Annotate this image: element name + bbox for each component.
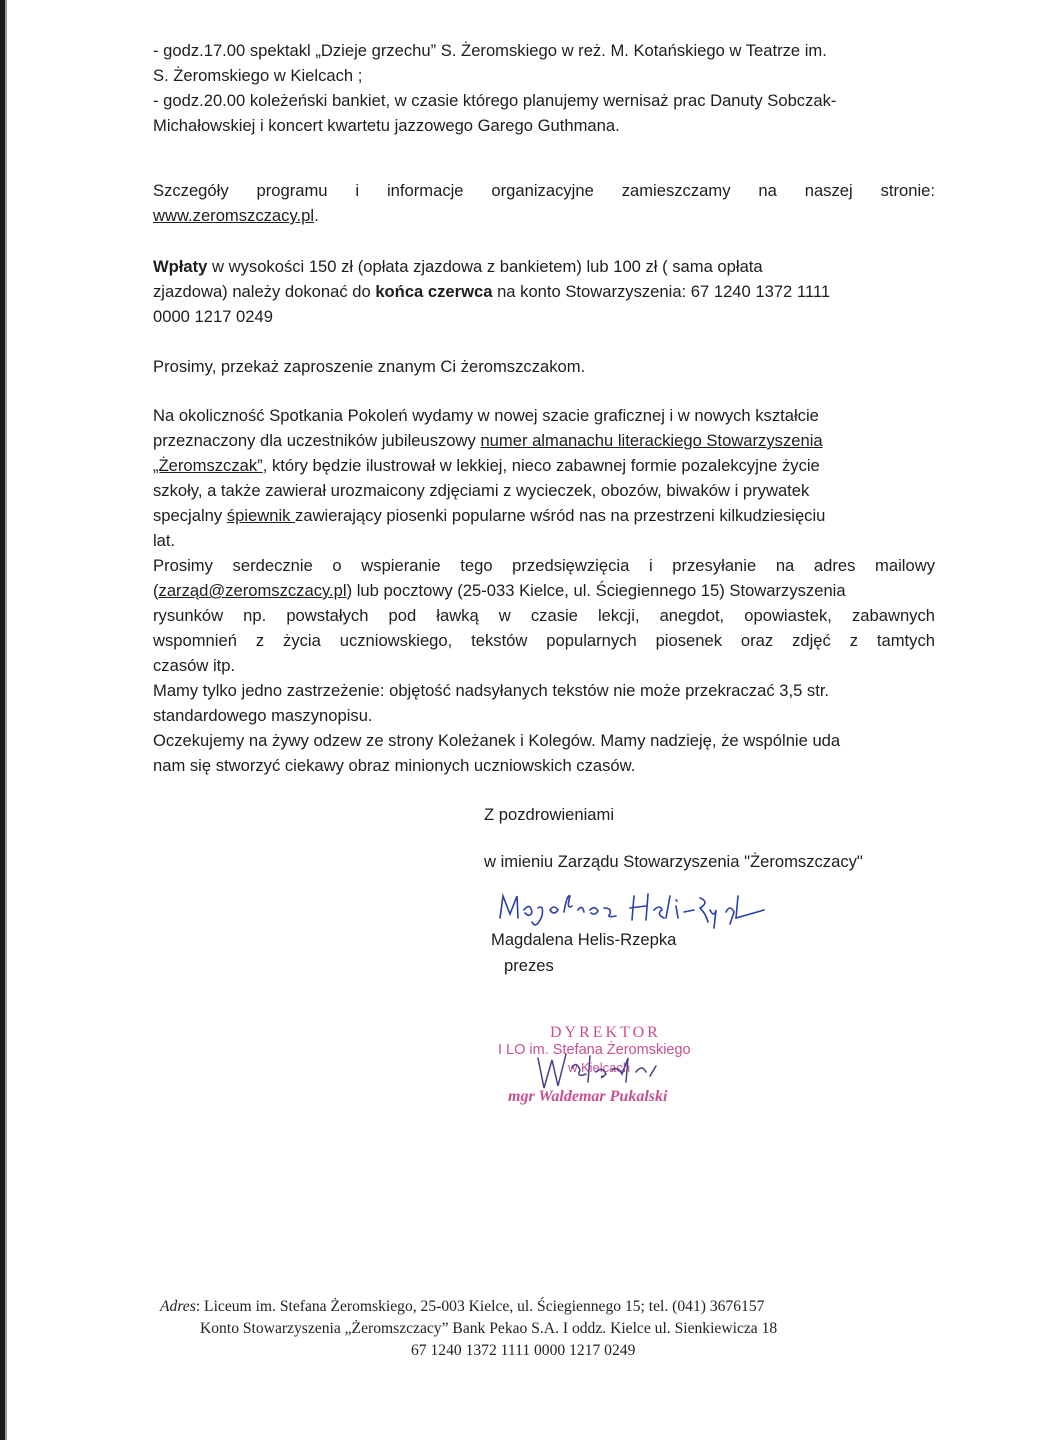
footer-account-number: 67 1240 1372 1111 0000 1217 0249 [411,1342,636,1359]
program-paragraph [153,38,935,138]
almanac-name: „Żeromszczak” [153,456,263,475]
stamp-name: mgr Waldemar Pukalski [508,1088,668,1105]
scan-left-shadow [5,0,7,1440]
payment-line-2: zjazdowa) należy dokonać do końca czerwca na konto Stowarzyszenia: 67 1240 1372 1111 [153,282,831,301]
almanac-line-6: lat. [153,531,176,550]
program-line-3: - godz.20.00 koleżeński bankiet, w czasie którego planujemy wernisaż prac Danuty Sobczak- [153,91,837,110]
almanac-paragraph [153,403,935,778]
handwritten-signature [494,888,784,932]
signatory-role: prezes [504,956,554,975]
payment-line-1: Wpłaty w wysokości 150 zł (opłata zjazdowa z bankietem) lub 100 zł ( sama opłata [153,257,763,276]
details-paragraph [153,178,935,228]
almanac-line-5: specjalny śpiewnik zawierający piosenki popularne wśród nas na przestrzeni kilkudziesięciu [153,506,826,525]
footer-account: Konto Stowarzyszenia „Żeromszczacy” Bank Pekao S.A. I oddz. Kielce ul. Sienkiewicza 18 [200,1320,778,1337]
letter-footer [0,1296,1046,1362]
invite-paragraph [153,354,935,379]
almanac-line-1: Na okoliczność Spotkania Pokoleń wydamy w nowej szacie graficznej i w nowych kształcie [153,406,819,425]
almanac-title-link: numer almanachu literackiego Stowarzyszenia [480,431,823,450]
stamp-title: DYREKTOR [550,1024,661,1041]
almanac-line-12: Mamy tylko jedno zastrzeżenie: objętość nadsyłanych tekstów nie może przekraczać 3,5 str. [153,681,830,700]
almanac-line-3: „Żeromszczak”, który będzie ilustrował w lekkiej, nieco zabawnej formie pozalekcyjne życie [153,456,820,475]
almanac-line-2: przeznaczony dla uczestników jubileuszowy numer almanachu literackiego Stowarzyszenia [153,431,823,450]
program-line-2: S. Żeromskiego w Kielcach ; [153,66,363,85]
stamp-city: w Kielcach [568,1060,631,1075]
signatory-name: Magdalena Helis-Rzepka [491,930,677,949]
almanac-line-4: szkoły, a także zawierał urozmaicony zdjęciami z wycieczek, obozów, biwaków i prywatek [153,481,810,500]
details-line-1: Szczegóły programu i informacje organizacyjne zamieszczamy na naszej stronie: [153,181,935,200]
songbook-word: śpiewnik [226,506,296,525]
details-line-2: www.zeromszczacy.pl. [153,206,319,225]
almanac-line-9: rysunków np. powstałych pod ławką w czasie lekcji, anegdot, opowiastek, zabawnych [153,606,935,625]
almanac-line-15: nam się stworzyć ciekawy obraz minionych uczniowskich czasów. [153,756,636,775]
almanac-line-11: czasów itp. [153,656,236,675]
almanac-line-10: wspomnień z życia uczniowskiego, tekstów popularnych piosenek oraz zdjęć z tamtych [153,631,935,650]
closing-on-behalf: w imieniu Zarządu Stowarzyszenia "Żeromszczacy" [484,852,863,871]
almanac-line-7: Prosimy serdecznie o wspieranie tego przedsięwzięcia i przesyłanie na adres mailowy [153,556,935,575]
footer-address: Adres: Liceum im. Stefana Żeromskiego, 25-003 Kielce, ul. Ściegiennego 15; tel. (041) 3676157 [160,1298,765,1315]
director-stamp [498,1018,738,1118]
email-link[interactable]: zarząd@zeromszczacy.pl [158,581,347,600]
almanac-line-8: (zarząd@zeromszczacy.pl) lub pocztowy (25-033 Kielce, ul. Ściegiennego 15) Stowarzyszenia [153,581,846,600]
invite-line-1: Prosimy, przekaż zaproszenie znanym Ci żeromszczakom. [153,357,586,376]
almanac-line-13: standardowego maszynopisu. [153,706,373,725]
program-line-1: - godz.17.00 spektakl „Dzieje grzechu” S. Żeromskiego w reż. M. Kotańskiego w Teatrze im. [153,41,827,60]
website-link[interactable]: www.zeromszczacy.pl [153,206,315,225]
payment-line-3: 0000 1217 0249 [153,307,273,326]
stamp-school: I LO im. Stefana Żeromskiego [498,1042,691,1058]
almanac-line-14: Oczekujemy na żywy odzew ze strony Koleżanek i Kolegów. Mamy nadzieję, że wspólnie uda [153,731,841,750]
program-line-4: Michałowskiej i koncert kwartetu jazzowego Garego Guthmana. [153,116,620,135]
closing-greeting: Z pozdrowieniami [484,805,615,824]
payment-paragraph [153,254,935,329]
